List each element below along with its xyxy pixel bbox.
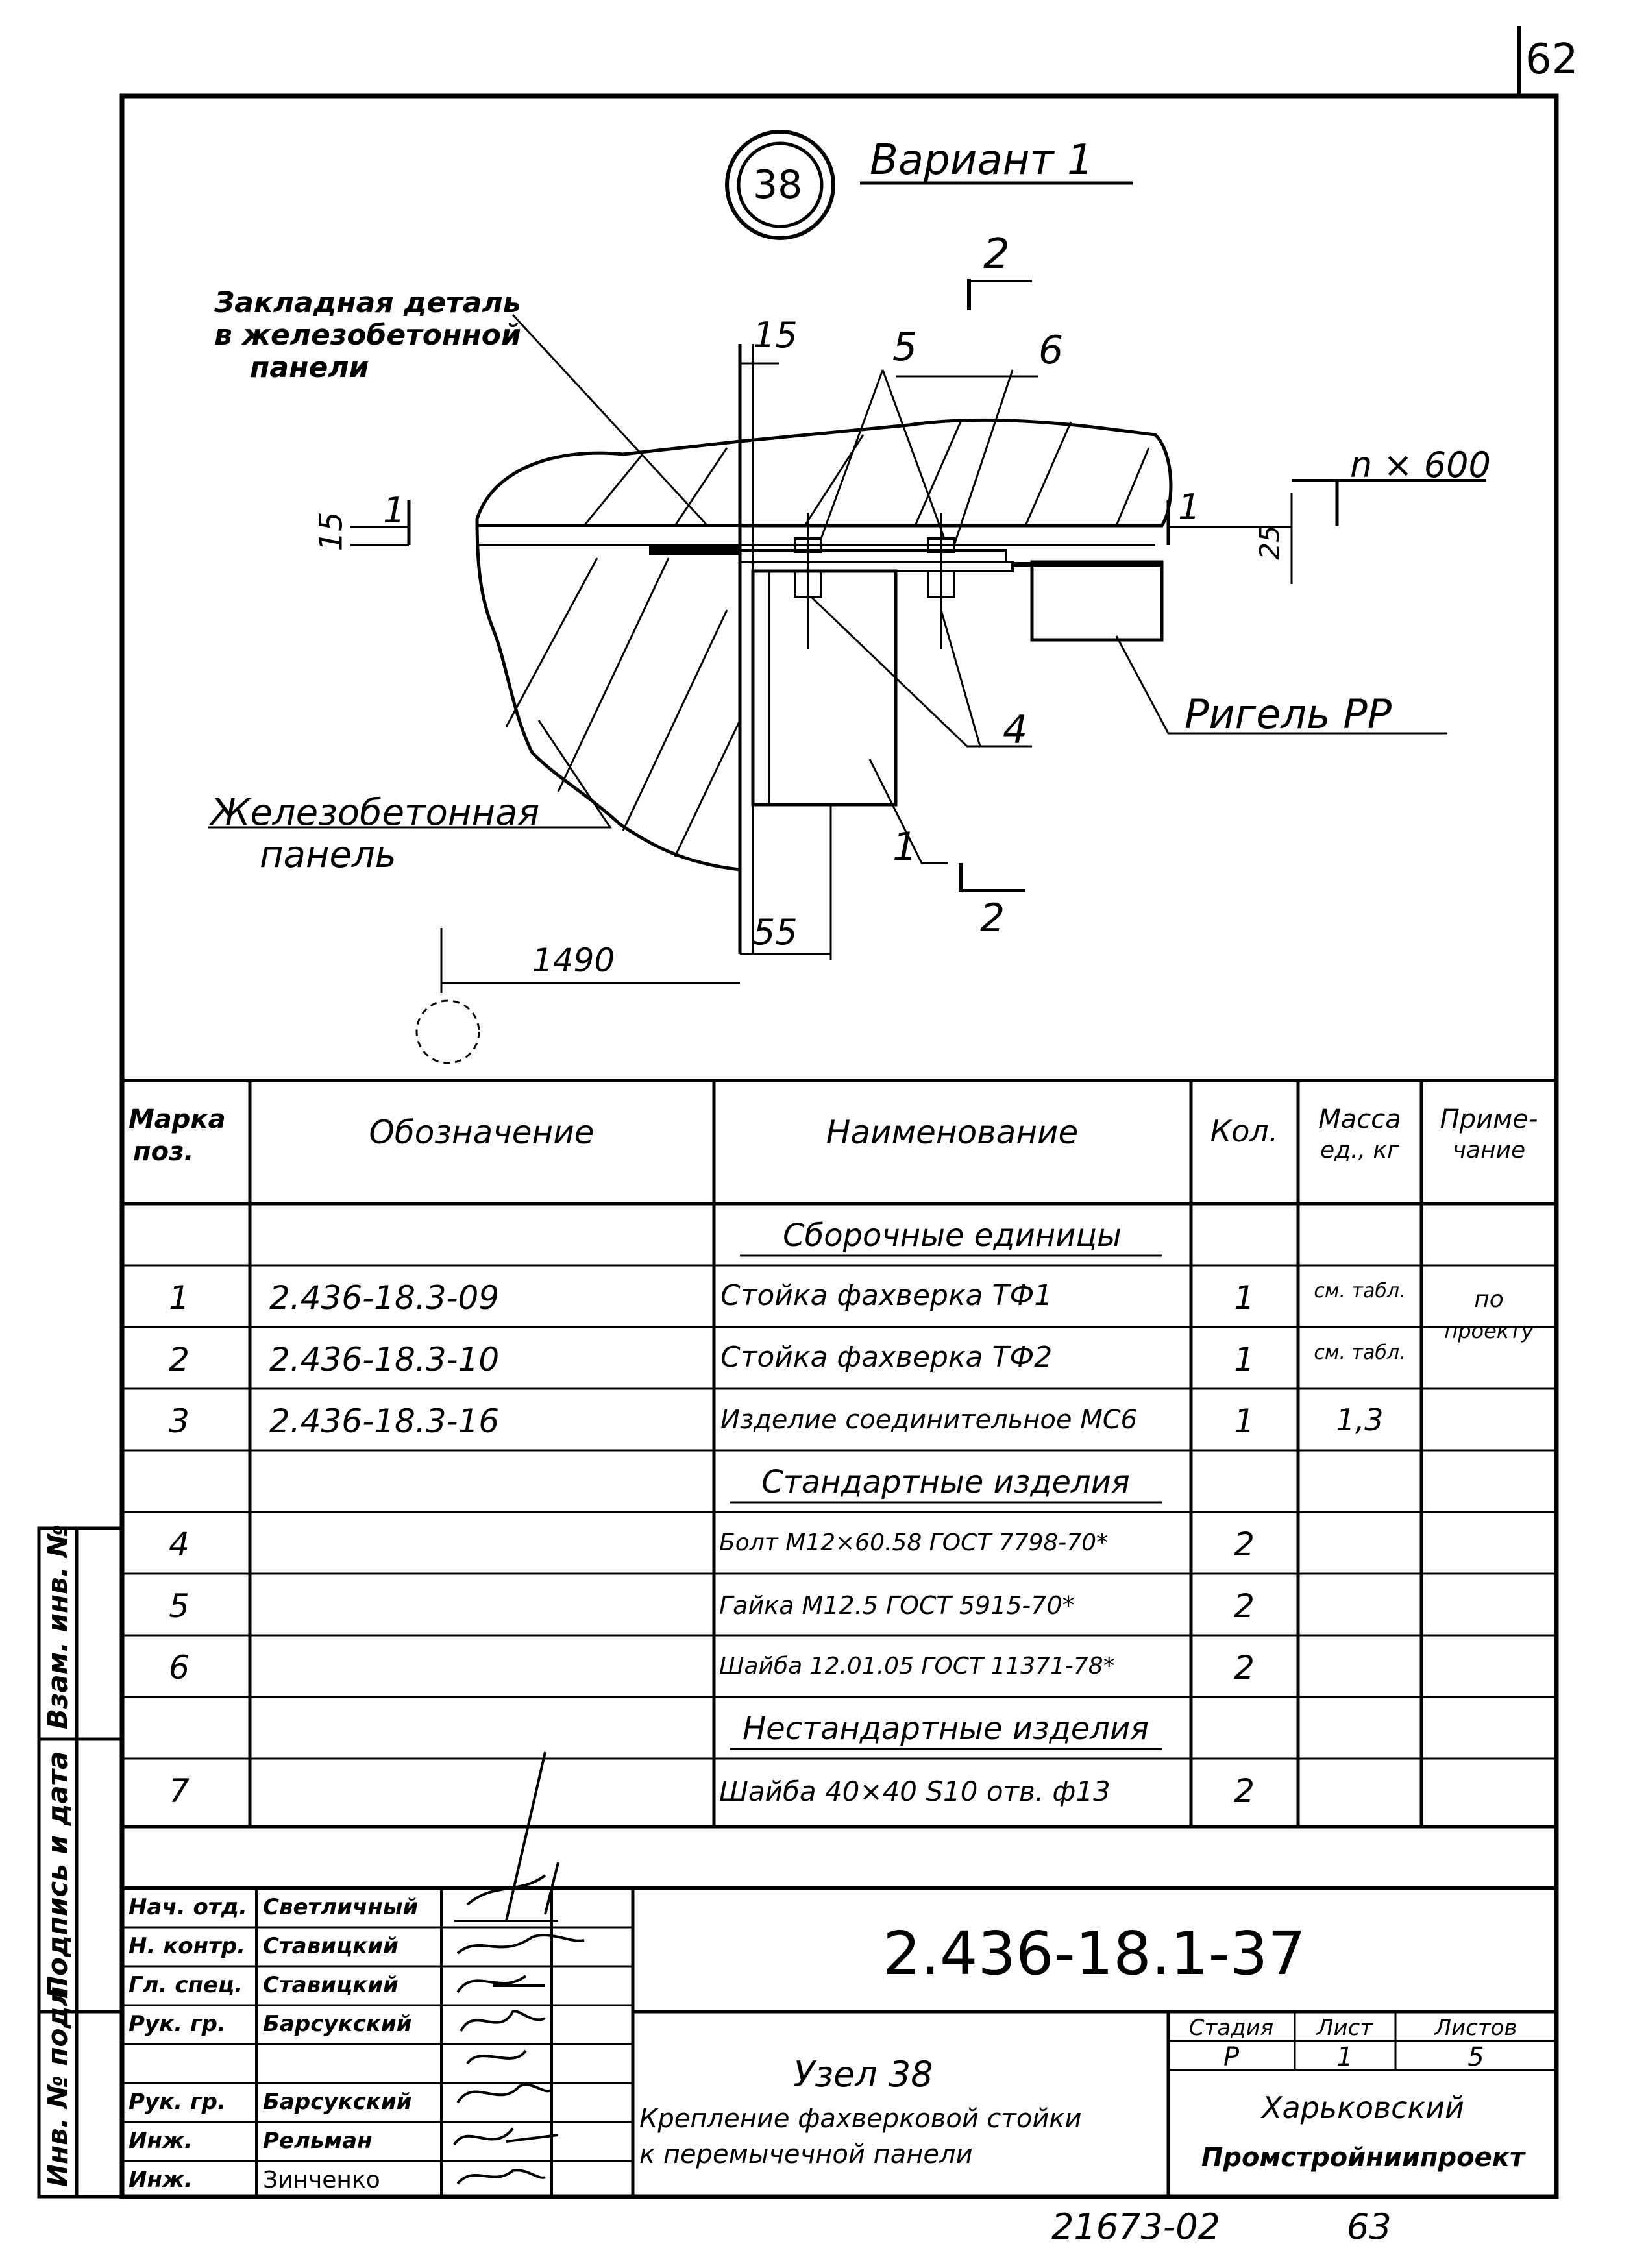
signature-role: Н. контр. bbox=[129, 1933, 246, 1959]
table-row-name: Болт М12×60.58 ГОСТ 7798-70* bbox=[719, 1530, 1109, 1556]
table-row-qty: 1 bbox=[1234, 1279, 1255, 1317]
table-row-qty: 2 bbox=[1234, 1587, 1255, 1625]
signature-role: Инж. bbox=[129, 2167, 193, 2193]
variant-title: Вариант 1 bbox=[870, 136, 1094, 184]
table-row-name: Гайка М12.5 ГОСТ 5915-70* bbox=[719, 1591, 1075, 1620]
dim-n-x-600: n × 600 bbox=[1350, 445, 1491, 485]
section-heading: Стандартные изделия bbox=[761, 1464, 1130, 1500]
document-code: 2.436-18.1-37 bbox=[883, 1919, 1306, 1988]
dim-1490: 1490 bbox=[532, 942, 615, 979]
section-heading: Сборочные единицы bbox=[783, 1217, 1122, 1254]
position-6-label: 6 bbox=[1038, 328, 1064, 373]
signature-name: Светличный bbox=[263, 1894, 419, 1920]
section-mark-bottom: 2 bbox=[980, 896, 1005, 941]
header-note-1: Приме- bbox=[1440, 1104, 1538, 1134]
table-row-qty: 1 bbox=[1234, 1341, 1255, 1378]
table-row-mark: 5 bbox=[169, 1587, 190, 1625]
section-mark-top: 2 bbox=[983, 230, 1010, 278]
embedded-part-label-2: в железобетонной bbox=[214, 319, 521, 352]
table-row-mass: см. табл. bbox=[1314, 1280, 1406, 1302]
position-1-label: 1 bbox=[892, 824, 918, 870]
signature-role: Нач. отд. bbox=[129, 1894, 247, 1920]
girder-label: Ригель РР bbox=[1185, 690, 1392, 738]
table-row-mass: 1,3 bbox=[1336, 1402, 1384, 1437]
position-5-label: 5 bbox=[892, 324, 918, 370]
table-row-note: проекту bbox=[1444, 1319, 1534, 1343]
node-description-2: к перемычечной панели bbox=[639, 2140, 973, 2169]
signature-name: Барсукский bbox=[263, 2011, 412, 2037]
table-row-qty: 2 bbox=[1234, 1649, 1255, 1687]
header-mass-2: ед., кг bbox=[1320, 1137, 1400, 1164]
side-stamp-replace-inv: Взам. инв. № bbox=[42, 1524, 73, 1729]
signature-role: Рук. гр. bbox=[129, 2011, 226, 2037]
table-row-qty: 2 bbox=[1234, 1772, 1255, 1810]
dim-55: 55 bbox=[753, 912, 798, 953]
signatures bbox=[454, 1752, 584, 2184]
level-mark-right: 1 bbox=[1178, 487, 1201, 528]
header-qty: Кол. bbox=[1210, 1114, 1279, 1149]
sheets-value: 5 bbox=[1467, 2042, 1484, 2072]
sheets-header: Листов bbox=[1434, 2015, 1517, 2041]
table-row-mark: 1 bbox=[169, 1279, 190, 1317]
header-note-2: чание bbox=[1452, 1137, 1526, 1164]
stage-header: Стадия bbox=[1188, 2015, 1274, 2041]
table-row-mark: 7 bbox=[169, 1772, 190, 1810]
section-heading: Нестандартные изделия bbox=[742, 1711, 1149, 1747]
header-designation: Обозначение bbox=[369, 1114, 595, 1151]
sheet-corner-number: 62 bbox=[1525, 36, 1578, 84]
table-row-designation: 2.436-18.3-09 bbox=[269, 1279, 500, 1317]
level-mark-left: 1 bbox=[383, 490, 406, 531]
embedded-part-label-1: Закладная деталь bbox=[214, 286, 521, 319]
table-row-mark: 2 bbox=[169, 1341, 190, 1378]
dim-15-left: 15 bbox=[313, 511, 350, 552]
sheet-header: Лист bbox=[1316, 2015, 1373, 2041]
table-row-qty: 1 bbox=[1234, 1402, 1255, 1440]
header-name: Наименование bbox=[826, 1114, 1079, 1151]
node-title: Узел 38 bbox=[793, 2054, 933, 2095]
dim-25: 25 bbox=[1253, 525, 1286, 560]
bottom-archive-code: 21673-02 bbox=[1051, 2206, 1220, 2247]
side-stamp-sign-date: Подпись и дата bbox=[42, 1751, 73, 1999]
table-row-mark: 4 bbox=[169, 1526, 190, 1563]
side-stamp-inv-orig: Инв. № подл. bbox=[42, 1976, 73, 2187]
organization-line-1: Харьковский bbox=[1262, 2090, 1464, 2125]
signature-name: Ставицкий bbox=[263, 1972, 399, 1998]
signature-role: Рук. гр. bbox=[129, 2089, 226, 2115]
table-row-qty: 2 bbox=[1234, 1526, 1255, 1563]
panel-label-1: Железобетонная bbox=[211, 792, 540, 834]
girder-shape bbox=[1032, 562, 1162, 640]
table-row-mass: см. табл. bbox=[1314, 1341, 1406, 1364]
signature-name: Ставицкий bbox=[263, 1933, 399, 1959]
table-row-designation: 2.436-18.3-16 bbox=[269, 1402, 500, 1440]
dim-15-top: 15 bbox=[753, 315, 798, 356]
table-row-name: Изделие соединительное МС6 bbox=[720, 1405, 1138, 1435]
signature-name: Зинченко bbox=[263, 2167, 380, 2193]
table-row-note: по bbox=[1474, 1286, 1504, 1313]
embedded-part-label-3: панели bbox=[250, 351, 369, 384]
table-row-name: Стойка фахверка ТФ1 bbox=[720, 1279, 1053, 1312]
header-mark-1: Марка bbox=[129, 1104, 226, 1134]
signature-role: Гл. спец. bbox=[129, 1972, 243, 1998]
panel-label-2: панель bbox=[260, 834, 397, 876]
stage-value: Р bbox=[1223, 2042, 1240, 2072]
signature-name: Барсукский bbox=[263, 2089, 412, 2115]
bottom-page-number: 63 bbox=[1347, 2206, 1392, 2247]
sheet-value: 1 bbox=[1336, 2042, 1353, 2072]
node-description-1: Крепление фахверковой стойки bbox=[639, 2104, 1082, 2134]
table-row-name: Шайба 12.01.05 ГОСТ 11371-78* bbox=[719, 1653, 1115, 1679]
table-row-designation: 2.436-18.3-10 bbox=[269, 1341, 500, 1378]
header-mark-2: поз. bbox=[133, 1137, 194, 1167]
table-row-name: Шайба 40×40 S10 отв. ф13 bbox=[719, 1775, 1111, 1807]
organization-line-2: Промстройниипроект bbox=[1201, 2143, 1525, 2173]
table-row-mark: 6 bbox=[169, 1649, 190, 1687]
header-mass-1: Масса bbox=[1318, 1104, 1401, 1134]
detail-number: 38 bbox=[753, 162, 803, 208]
signature-name: Рельман bbox=[263, 2128, 373, 2154]
table-row-name: Стойка фахверка ТФ2 bbox=[720, 1341, 1053, 1374]
table-row-mark: 3 bbox=[169, 1402, 190, 1440]
signature-role: Инж. bbox=[129, 2128, 193, 2154]
position-4-label: 4 bbox=[1003, 707, 1028, 753]
